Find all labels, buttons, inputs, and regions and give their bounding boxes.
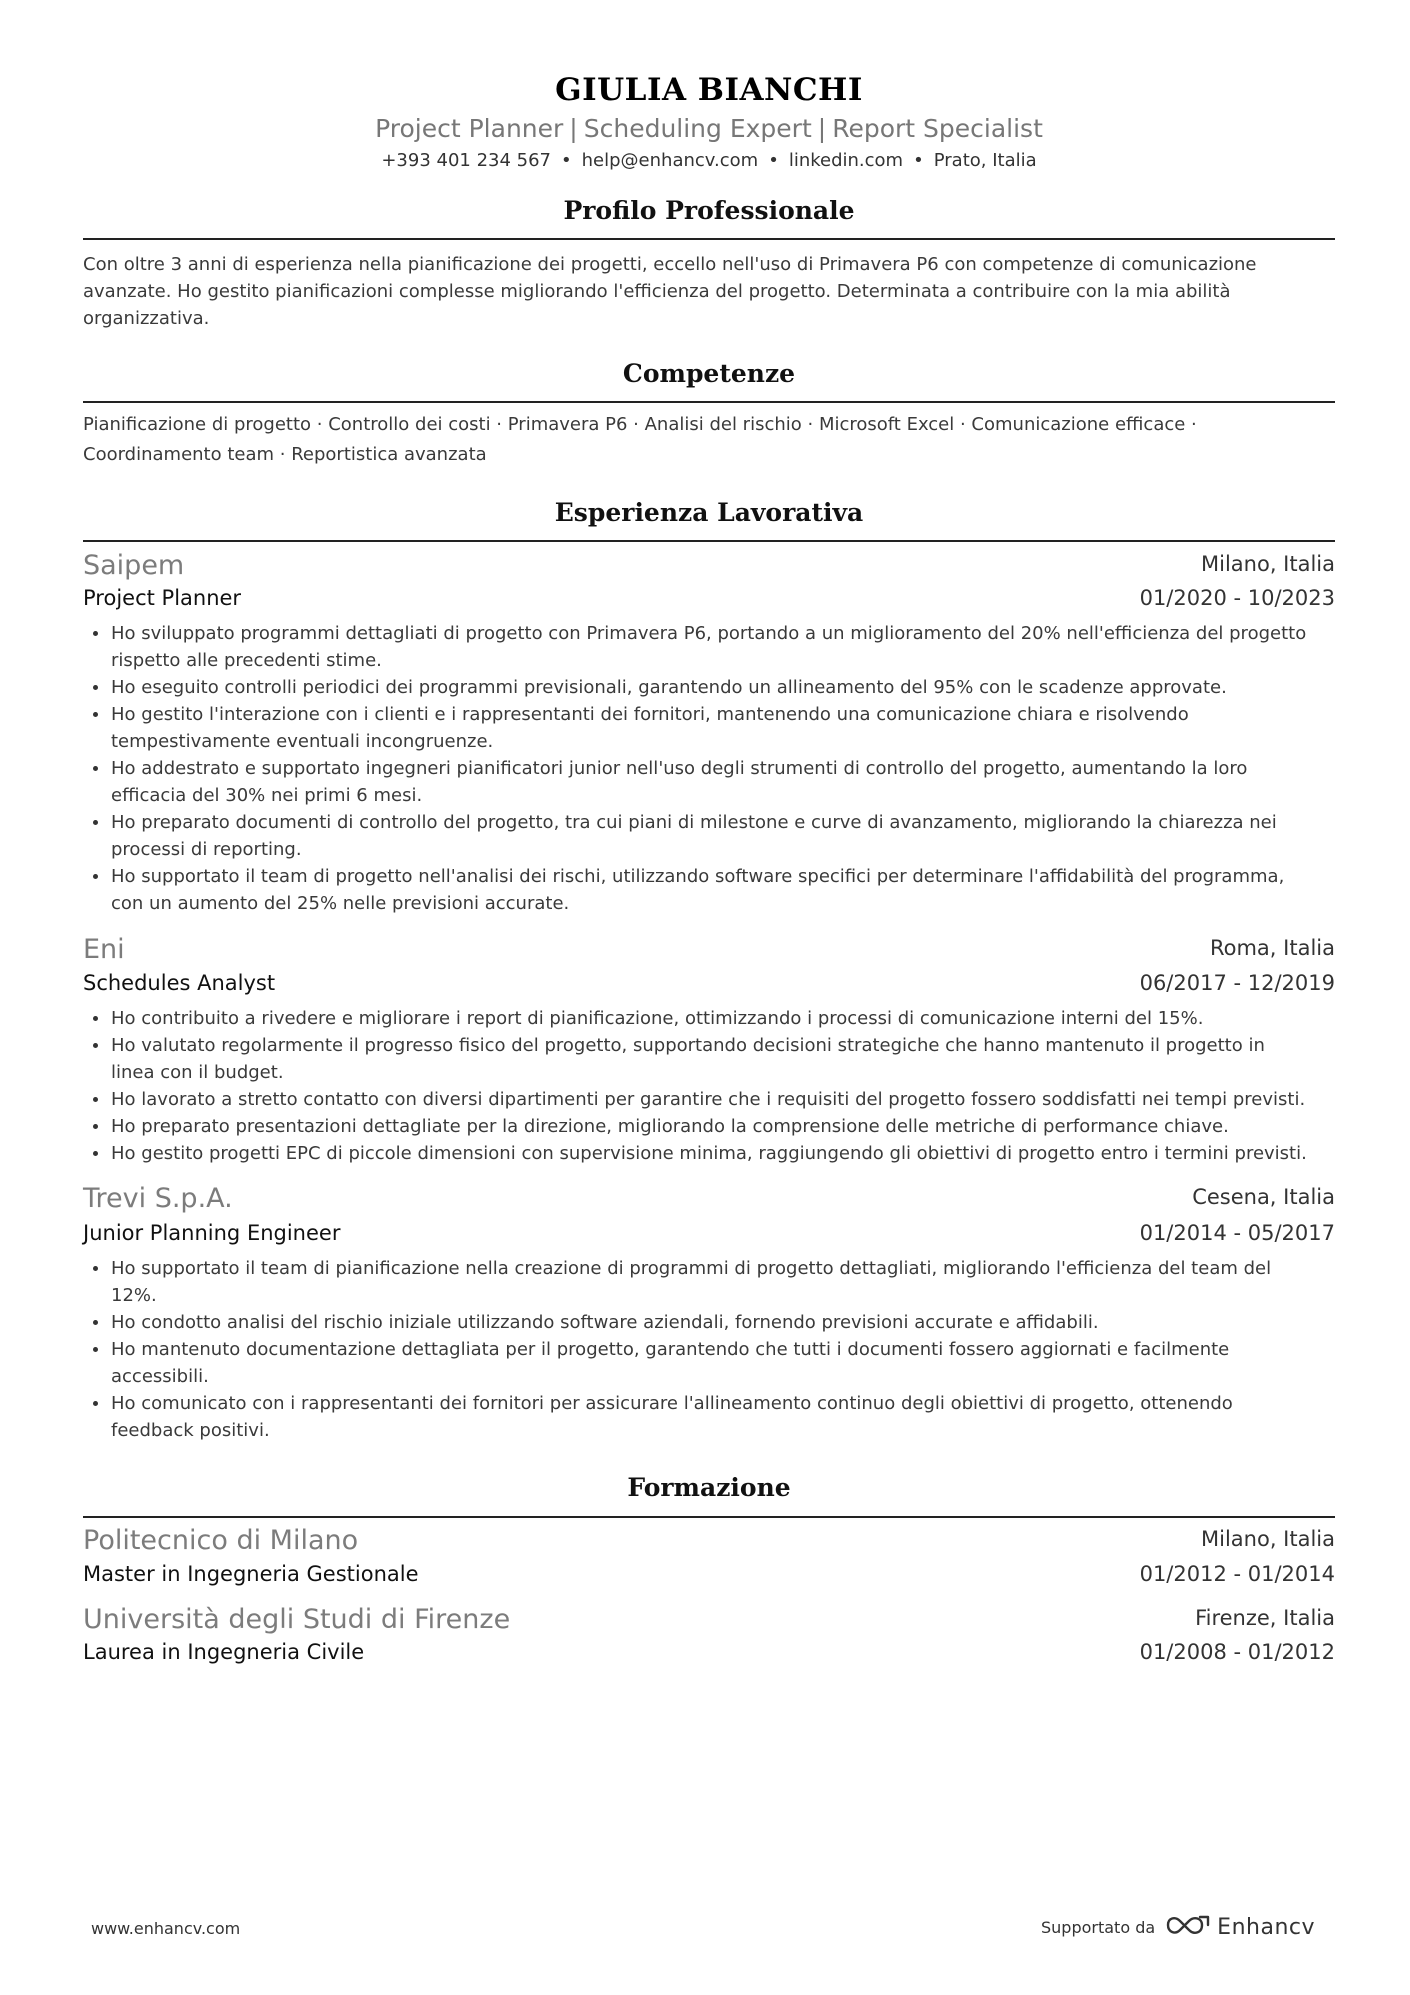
company-name: Eni bbox=[83, 934, 125, 965]
contact-line bbox=[83, 150, 1335, 171]
profile-line: Con oltre 3 anni di esperienza nella pianificazione dei progetti, eccello nell'uso di Primavera P6 con competenze di comunicazione bbox=[83, 254, 1257, 275]
contact-separator: • bbox=[913, 150, 924, 171]
job-location: Milano, Italia bbox=[1201, 552, 1335, 576]
list-item: Ho supportato il team di pianificazione nella creazione di programmi di progetto dettagliati, migliorando l'efficienza del team del 12%. bbox=[83, 1255, 1335, 1309]
title-1: Project Planner bbox=[375, 114, 564, 143]
list-item: Ho contribuito a rivedere e migliorare i report di pianificazione, ottimizzando i processi di comunicazione interni del 15%. bbox=[83, 1005, 1335, 1032]
brand-name: Enhancv bbox=[1217, 1914, 1315, 1940]
profile-line: organizzativa. bbox=[83, 308, 210, 329]
skills-line: Coordinamento team · Reportistica avanzata bbox=[83, 444, 487, 465]
school-name: Università degli Studi di Firenze bbox=[83, 1604, 511, 1635]
title-3: Report Specialist bbox=[832, 114, 1043, 143]
job-dates: 01/2014 - 05/2017 bbox=[1139, 1221, 1335, 1245]
job-dates: 06/2017 - 12/2019 bbox=[1139, 971, 1335, 995]
list-item: Ho lavorato a stretto contatto con diversi dipartimenti per garantire che i requisiti del progetto fossero soddisfatti nei tempi previsti. bbox=[83, 1086, 1335, 1113]
powered-by-label: Supportato da bbox=[1041, 1917, 1156, 1937]
footer-powered-by[interactable] bbox=[1041, 1912, 1315, 1942]
title-2: Scheduling Expert bbox=[583, 114, 812, 143]
enhancv-logo-icon bbox=[1165, 1912, 1211, 1942]
section-divider bbox=[83, 1516, 1335, 1518]
profile-section-title: Profilo Professionale bbox=[563, 196, 855, 225]
school-name: Politecnico di Milano bbox=[83, 1525, 359, 1556]
education-section-title: Formazione bbox=[627, 1473, 791, 1502]
job-location: Cesena, Italia bbox=[1192, 1185, 1335, 1209]
list-item: Ho supportato il team di progetto nell'analisi dei rischi, utilizzando software specifici per determinare l'affidabilità del programma, con un aumento del 25% nelle previsioni accurate. bbox=[83, 863, 1335, 917]
education-dates: 01/2012 - 01/2014 bbox=[1139, 1562, 1335, 1586]
school-location: Milano, Italia bbox=[1201, 1527, 1335, 1551]
list-item: Ho addestrato e supportato ingegneri pianificatori junior nell'uso degli strumenti di controllo del progetto, aumentando la loro efficacia del 30% nei primi 6 mesi. bbox=[83, 755, 1335, 809]
list-item: Ho gestito progetti EPC di piccole dimensioni con supervisione minima, raggiungendo gli obiettivi di progetto entro i termini previsti. bbox=[83, 1140, 1335, 1167]
company-name: Trevi S.p.A. bbox=[83, 1183, 233, 1214]
list-item: Ho comunicato con i rappresentanti dei fornitori per assicurare l'allineamento continuo degli obiettivi di progetto, ottenendo feedback positivi. bbox=[83, 1390, 1335, 1444]
candidate-name: GIULIA BIANCHI bbox=[555, 72, 863, 108]
skills-list bbox=[83, 410, 1335, 470]
job-role: Junior Planning Engineer bbox=[83, 1221, 341, 1245]
school-location: Firenze, Italia bbox=[1195, 1606, 1335, 1630]
list-item: Ho preparato presentazioni dettagliate per la direzione, migliorando la comprensione delle metriche di performance chiave. bbox=[83, 1113, 1335, 1140]
job-role: Project Planner bbox=[83, 586, 242, 610]
profile-line: avanzate. Ho gestito pianificazioni complesse migliorando l'efficienza del progetto. Determinata a contribuire con la mia abilità bbox=[83, 281, 1231, 302]
list-item: Ho sviluppato programmi dettagliati di progetto con Primavera P6, portando a un miglioramento del 20% nell'efficienza del progetto rispetto alle precedenti stime. bbox=[83, 620, 1335, 674]
list-item: Ho eseguito controlli periodici dei programmi previsionali, garantendo un allineamento del 95% con le scadenze approvate. bbox=[83, 674, 1335, 701]
list-item: Ho preparato documenti di controllo del progetto, tra cui piani di milestone e curve di avanzamento, migliorando la chiarezza nei processi di reporting. bbox=[83, 809, 1335, 863]
title-separator: | bbox=[817, 114, 827, 143]
education-dates: 01/2008 - 01/2012 bbox=[1139, 1640, 1335, 1664]
section-divider bbox=[83, 540, 1335, 542]
job-bullets bbox=[83, 1005, 1335, 1167]
profile-summary bbox=[83, 251, 1335, 332]
candidate-titles bbox=[83, 114, 1335, 143]
list-item: Ho condotto analisi del rischio iniziale utilizzando software aziendali, fornendo previsioni accurate e affidabili. bbox=[83, 1309, 1335, 1336]
list-item: Ho gestito l'interazione con i clienti e i rappresentanti dei fornitori, mantenendo una comunicazione chiara e risolvendo tempestivamente eventuali incongruenze. bbox=[83, 701, 1335, 755]
section-divider bbox=[83, 401, 1335, 403]
list-item: Ho mantenuto documentazione dettagliata per il progetto, garantendo che tutti i documenti fossero aggiornati e facilmente accessibili. bbox=[83, 1336, 1335, 1390]
job-location: Roma, Italia bbox=[1209, 936, 1335, 960]
contact-email[interactable]: help@enhancv.com bbox=[581, 150, 759, 171]
company-name: Saipem bbox=[83, 550, 185, 581]
skills-line: Pianificazione di progetto · Controllo dei costi · Primavera P6 · Analisi del rischio · Microsoft Excel · Comunicazione efficace · bbox=[83, 414, 1197, 435]
job-bullets bbox=[83, 1255, 1335, 1444]
contact-linkedin[interactable]: linkedin.com bbox=[788, 150, 904, 171]
contact-location: Prato, Italia bbox=[933, 150, 1037, 171]
job-role: Schedules Analyst bbox=[83, 971, 276, 995]
list-item: Ho valutato regolarmente il progresso fisico del progetto, supportando decisioni strategiche che hanno mantenuto il progetto in linea con il budget. bbox=[83, 1032, 1335, 1086]
experience-section-title: Esperienza Lavorativa bbox=[554, 498, 864, 527]
section-divider bbox=[83, 238, 1335, 240]
title-separator: | bbox=[569, 114, 578, 143]
job-dates: 01/2020 - 10/2023 bbox=[1139, 586, 1335, 610]
footer-website[interactable]: www.enhancv.com bbox=[91, 1919, 241, 1938]
job-bullets bbox=[83, 620, 1335, 917]
contact-separator: • bbox=[561, 150, 572, 171]
contact-phone: +393 401 234 567 bbox=[381, 150, 552, 171]
skills-section-title: Competenze bbox=[622, 359, 796, 388]
degree-name: Master in Ingegneria Gestionale bbox=[83, 1562, 419, 1586]
degree-name: Laurea in Ingegneria Civile bbox=[83, 1640, 365, 1664]
contact-separator: • bbox=[768, 150, 779, 171]
